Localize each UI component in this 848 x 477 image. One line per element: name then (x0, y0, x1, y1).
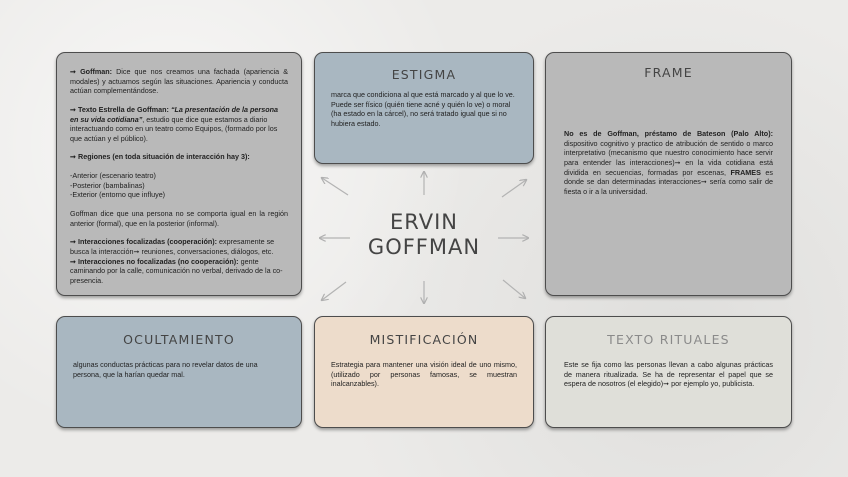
interacciones-no-focalizadas (70, 257, 288, 286)
central-topic-line1: ERVIN (390, 210, 458, 234)
region-posterior: -Posterior (bambalinas) (70, 180, 145, 190)
regiones-heading: ➞ Regiones (en toda situación de interacción hay 3): (70, 152, 250, 162)
frames-keyword: FRAMES (730, 167, 761, 177)
estigma-title: ESTIGMA (391, 67, 457, 82)
arrow-glyph: ➞ (70, 104, 79, 114)
estigma-card (314, 52, 534, 164)
frame-text: No es de Goffman, préstamo de Bateson (Palo Alto): dispositivo cognitivo y practico de atribución de sentido o marco interpretativo (mecanismo que nuestro conocimiento hace servir para entender las interacciones)➞ en la vida cotidiana está dividida en secuencias, formadas por escenas, FRAMES es donde se dan determinadas interacciones➞ sería como salir de fiesta o ir a la universidad. (564, 129, 773, 196)
region-anterior: -Anterior (escenario teatro) (70, 171, 156, 181)
arrow-up-left (322, 178, 348, 195)
no-focalizadas-label: ➞ Interacciones no focalizadas (no cooperación): (70, 256, 239, 266)
central-topic (344, 210, 504, 259)
texto-rituales-title: TEXTO RITUALES (607, 332, 730, 347)
mistificacion-card (314, 316, 534, 428)
region-exterior: -Exterior (entorno que influye) (70, 190, 166, 200)
estigma-text: marca que condiciona al que está marcado y al que lo ve. Puede ser físico (quién tiene acné y quién lo ve) o moral (ha estado en la cárcel), no será tratado igual que si no hubiera estado. (331, 90, 515, 128)
frame-title: FRAME (644, 65, 693, 80)
no-focalizadas-text: gente caminando por la calle, comunicación no verbal, derivado de la co-presencia. (70, 256, 283, 285)
focalizadas-text: expresamente se busca la interacción➞ reuniones, conversaciones, diálogos, etc. (70, 237, 275, 256)
mistificacion-text: Estrategia para mantener una visión ideal de uno mismo, (utilizado por personas famosas, se muestran inalcanzables). (331, 360, 517, 389)
book-title: “La presentación de la persona en su vida cotidiana” (70, 104, 279, 124)
goffman-paragraph (70, 67, 288, 96)
goffman-card (56, 52, 302, 296)
central-topic-line2: GOFFMAN (367, 234, 481, 259)
arrow-down-left (322, 282, 346, 300)
focalizadas-label: ➞ Interacciones focalizadas (cooperación): (70, 237, 218, 247)
texto-rituales-text: Este se fija como las personas llevan a cabo algunas prácticas de manera ritualizada. Se ha de representar el papel que se espera de nosotros (el elegido)➞ por ejemplo yo, publicista. (564, 360, 773, 389)
frame-card (545, 52, 792, 296)
arrow-up-right (502, 180, 526, 197)
interacciones-focalizadas (70, 237, 288, 256)
arrow-down-right (503, 280, 525, 298)
texto-rituales-card (545, 316, 792, 428)
texto-estrella-paragraph (70, 105, 288, 144)
mistificacion-title: MISTIFICACIÓN (369, 332, 479, 347)
frame-bold-intro: No es de Goffman, préstamo de Bateson (Palo Alto): (564, 129, 773, 138)
texto-estrella-label: Texto Estrella de Goffman: (78, 104, 171, 114)
arrow-glyph: ➞ (70, 67, 81, 76)
texto-estrella-text: , estudio que dice que estamos a diario interactuando como en un teatro como Equipos, (formado por los que actúan y el público). (70, 114, 278, 143)
ocultamiento-card (56, 316, 302, 428)
goffman-label: Goffman: (80, 67, 113, 76)
regions-explanation: Goffman dice que una persona no se comporta igual en la región anterior (formal), que en la posterior (informal). (70, 209, 288, 228)
ocultamiento-title: OCULTAMIENTO (123, 332, 235, 347)
ocultamiento-text: algunas conductas prácticas para no revelar datos de una persona, que la harían quedar mal. (73, 360, 258, 379)
goffman-text: Dice que nos creamos una fachada (apariencia & modales) y actuamos según las situaciones. Apariencia y conducta actúan complementándose. (70, 67, 288, 96)
